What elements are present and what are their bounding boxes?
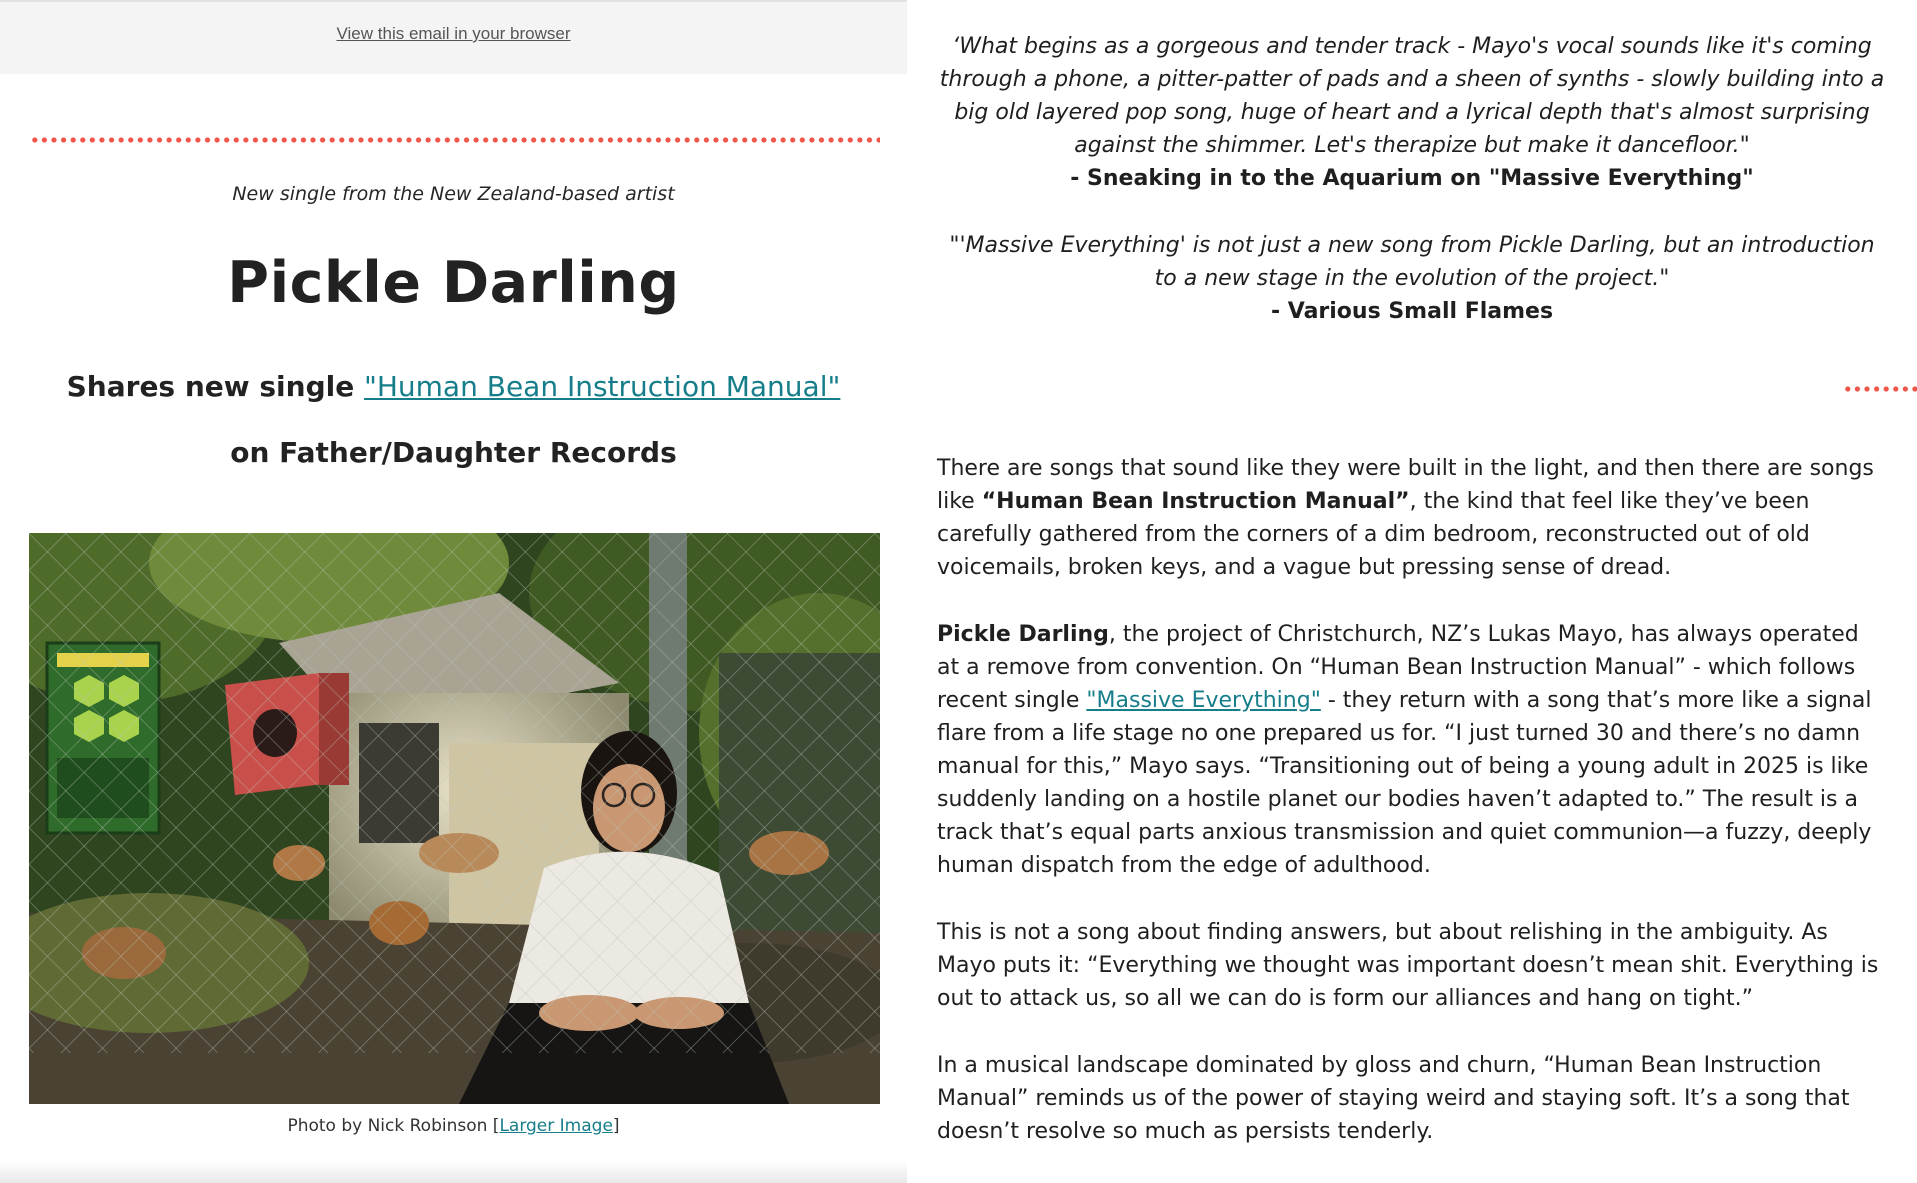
left-bottom-fade xyxy=(0,1160,907,1183)
caption-prefix: Photo by Nick Robinson [ xyxy=(287,1116,500,1136)
larger-image-link[interactable]: Larger Image xyxy=(499,1116,613,1136)
p1-text-b: , the kind that feel like they’ve been carefully gathered from the corners of a dim bedroom, reconstructed out of old voicemails, broken keys, and a vague but pressing sense of dread. xyxy=(937,489,1810,580)
dotted-divider-top xyxy=(30,137,880,143)
body-paragraph-2 xyxy=(937,618,1887,882)
p1-text-a: There are songs that sound like they were built in the light, and then there are songs like xyxy=(937,456,1874,514)
p2-bold: Pickle Darling xyxy=(937,622,1109,647)
p1-bold: “Human Bean Instruction Manual” xyxy=(981,489,1410,514)
single-link[interactable]: "Human Bean Instruction Manual" xyxy=(363,370,841,403)
p2-text-a: , the project of Christchurch, NZ’s Lukas Mayo, has always operated at a remove from convention. On “Human Bean Instruction Manual” - which follows recent single xyxy=(937,622,1859,713)
left-column xyxy=(0,0,907,1183)
artist-photo[interactable] xyxy=(29,533,880,1104)
email-preheader xyxy=(0,0,907,74)
p2-text-b: - they return with a song that’s more like a signal flare from a life stage no one prepared us for. “I just turned 30 and there’s no damn manual for this,” Mayo says. “Transitioning out of being a young adult in 2025 is like suddenly landing on a hostile planet our bodies haven’t adapted to.” The result is a track that’s equal parts anxious transmission and quiet communion—a fuzzy, deeply human dispatch from the edge of adulthood. xyxy=(937,688,1872,878)
photo-illustration xyxy=(29,533,880,1104)
body-paragraph-3: This is not a song about finding answers, but about relishing in the ambiguity. As Mayo puts it: “Everything we thought was important doesn’t mean shit. Everything is out to attack us, so all we can do is form our alliances and hang on tight.” xyxy=(937,920,1879,1011)
artist-title: Pickle Darling xyxy=(227,250,680,316)
dotted-divider-right xyxy=(1843,386,1917,392)
view-in-browser-link[interactable]: View this email in your browser xyxy=(336,24,571,43)
quote-2-attribution: - Various Small Flames xyxy=(1270,299,1554,324)
label-heading: on Father/Daughter Records xyxy=(230,436,677,469)
shares-prefix: Shares new single xyxy=(66,370,364,403)
press-quote-1 xyxy=(937,30,1887,195)
press-quote-2 xyxy=(937,229,1887,328)
body-paragraph-1 xyxy=(937,452,1887,584)
photo-caption xyxy=(0,1116,907,1136)
kicker-text: New single from the New Zealand-based artist xyxy=(232,183,675,205)
caption-suffix: ] xyxy=(612,1116,620,1136)
quote-1-attribution: - Sneaking in to the Aquarium on "Massive Everything" xyxy=(1070,166,1754,191)
body-paragraph-4: In a musical landscape dominated by gloss and churn, “Human Bean Instruction Manual” reminds us of the power of staying weird and staying soft. It’s a song that doesn’t resolve so much as persists tenderly. xyxy=(937,1053,1850,1144)
quote-1-text: ‘What begins as a gorgeous and tender track - Mayo's vocal sounds like it's coming through a phone, a pitter-patter of pads and a sheen of synths - slowly building into a big old layered pop song, huge of heart and a lyrical depth that's almost surprising against the shimmer. Let's therapize but make it dancefloor." xyxy=(939,34,1885,158)
massive-everything-link[interactable]: "Massive Everything" xyxy=(1086,688,1321,713)
quote-2-text: "'Massive Everything' is not just a new song from Pickle Darling, but an introduction to a new stage in the evolution of the project." xyxy=(949,233,1875,291)
shares-heading xyxy=(0,370,907,403)
right-column xyxy=(907,0,1917,1183)
